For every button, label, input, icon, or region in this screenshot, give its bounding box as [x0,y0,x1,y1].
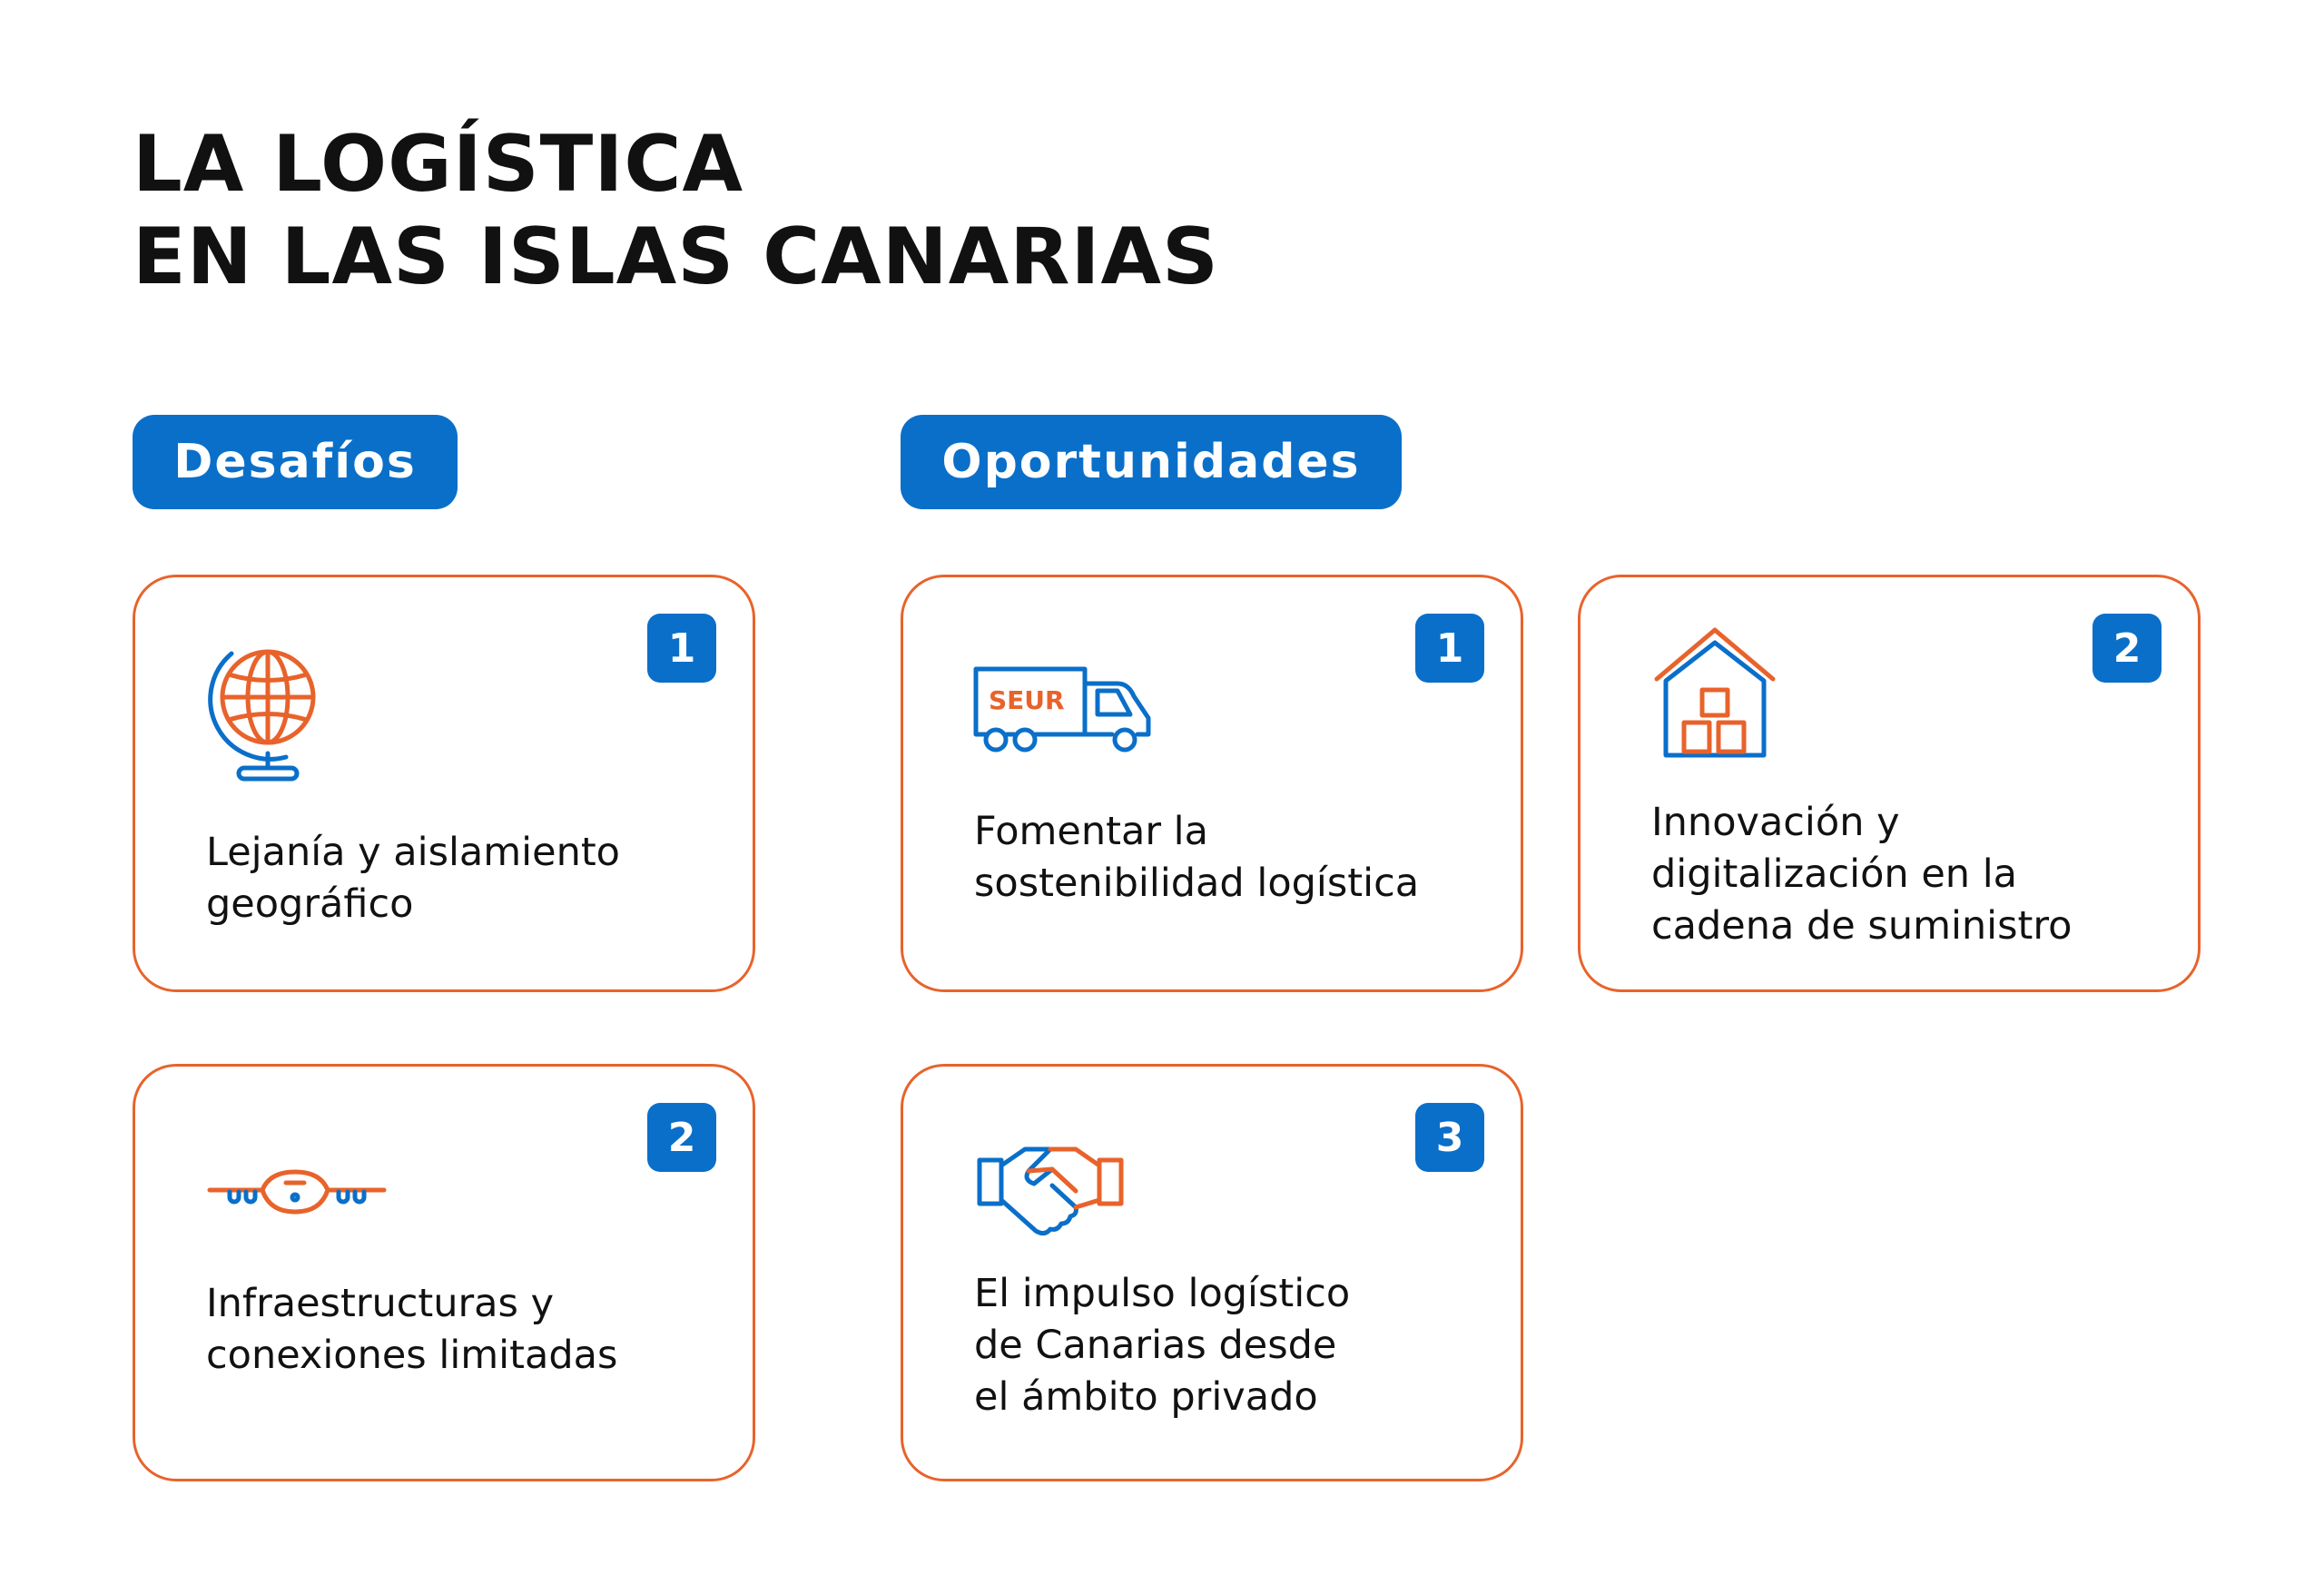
handshake-icon [974,1144,1127,1238]
challenge-card-2-number: 2 [647,1103,716,1172]
opportunities-section-label: Oportunidades [901,415,1402,509]
opportunity-card-2-text: Innovación y digitalización en la cadena de suministro [1651,800,2073,949]
challenges-section-label: Desafíos [133,415,458,509]
challenge-card-2-text: Infraestructuras y conexiones limitadas [206,1281,618,1378]
opportunity-card-1-number: 1 [1415,614,1484,683]
challenge-card-1-number: 1 [647,614,716,683]
warehouse-icon [1651,625,1778,763]
delivery-truck-icon [969,664,1159,763]
opportunity-card-1-text: Fomentar la sostenibilidad logística [974,809,1420,906]
truck-label: SEUR [989,685,1065,715]
challenge-card-1 [133,575,755,992]
airplane-icon [206,1165,388,1223]
opportunity-card-3-text: El impulso logístico de Canarias desde el ámbito privado [974,1271,1351,1420]
opportunity-card-1 [901,575,1523,992]
page-title-line-1: LA LOGÍSTICA [133,119,743,210]
opportunity-card-3 [901,1064,1523,1481]
challenge-card-1-text: Lejanía y aislamiento geográfico [206,830,620,927]
globe-icon [208,643,331,784]
page-title [133,118,1219,303]
page-title-line-2: EN LAS ISLAS CANARIAS [133,212,1219,302]
opportunity-card-3-number: 3 [1415,1103,1484,1172]
opportunity-card-2 [1578,575,2201,992]
challenge-card-2 [133,1064,755,1481]
opportunity-card-2-number: 2 [2093,614,2162,683]
